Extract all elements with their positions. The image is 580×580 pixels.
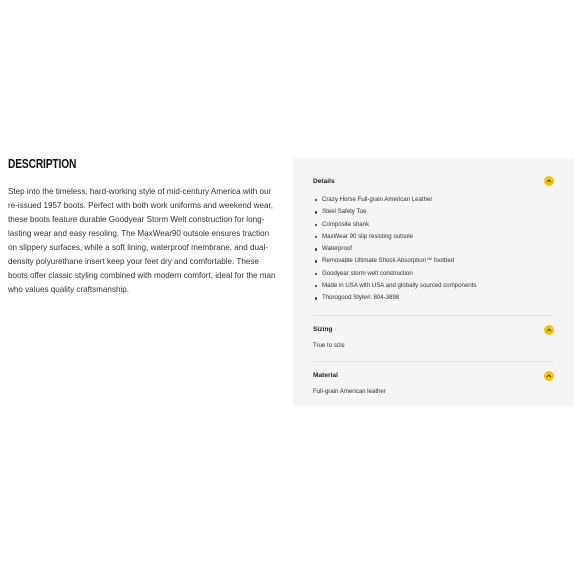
chevron-up-icon[interactable] bbox=[544, 371, 554, 381]
material-section bbox=[313, 361, 554, 407]
list-item: MaxWear 90 slip resisting outsole bbox=[322, 231, 554, 243]
chevron-up-icon[interactable] bbox=[544, 325, 554, 335]
list-item: Goodyear storm welt construction bbox=[322, 268, 554, 280]
list-item: Made in USA with USA and globally sourced components bbox=[322, 280, 554, 292]
material-text: Full-grain American leather bbox=[313, 387, 386, 395]
material-title: Material bbox=[313, 372, 338, 380]
description-body: Step into the timeless, hard-working style of mid-century America with our re-issued 1957 boots. Perfect with both work uniforms and weekend wear, these boots feature durable Goodyear Storm Welt construction for long-lasting wear and easy resoling. The MaxWear90 outsole ensures traction on slippery surfaces, while a soft lining, waterproof membrane, and dual-density polyurethane insert keep your feet dry and comfortable. These boots offer classic styling combined with modern comfort, ideal for the man who values quality craftsmanship. bbox=[8, 187, 276, 294]
details-list bbox=[313, 194, 554, 305]
sizing-toggle[interactable] bbox=[313, 323, 554, 337]
description-section bbox=[8, 157, 280, 297]
list-item: Composite shank bbox=[322, 219, 554, 231]
list-item: Thorogood Style#: 804-3898 bbox=[322, 292, 554, 304]
sizing-title: Sizing bbox=[313, 326, 333, 334]
product-accordion bbox=[293, 158, 574, 406]
list-item: Waterproof bbox=[322, 243, 554, 255]
details-title: Details bbox=[313, 177, 335, 185]
list-item: Crazy Horse Full-grain American Leather bbox=[322, 194, 554, 206]
details-toggle[interactable] bbox=[313, 174, 554, 188]
sizing-section bbox=[313, 315, 554, 361]
details-section bbox=[313, 158, 554, 315]
list-item: Steel Safety Toe bbox=[322, 206, 554, 218]
material-toggle[interactable] bbox=[313, 369, 554, 383]
list-item: Removable Ultimate Shock Absorption™ footbed bbox=[322, 255, 554, 267]
chevron-up-icon[interactable] bbox=[544, 176, 554, 186]
description-title: DESCRIPTION bbox=[8, 157, 77, 171]
sizing-text: True to size bbox=[313, 341, 345, 349]
